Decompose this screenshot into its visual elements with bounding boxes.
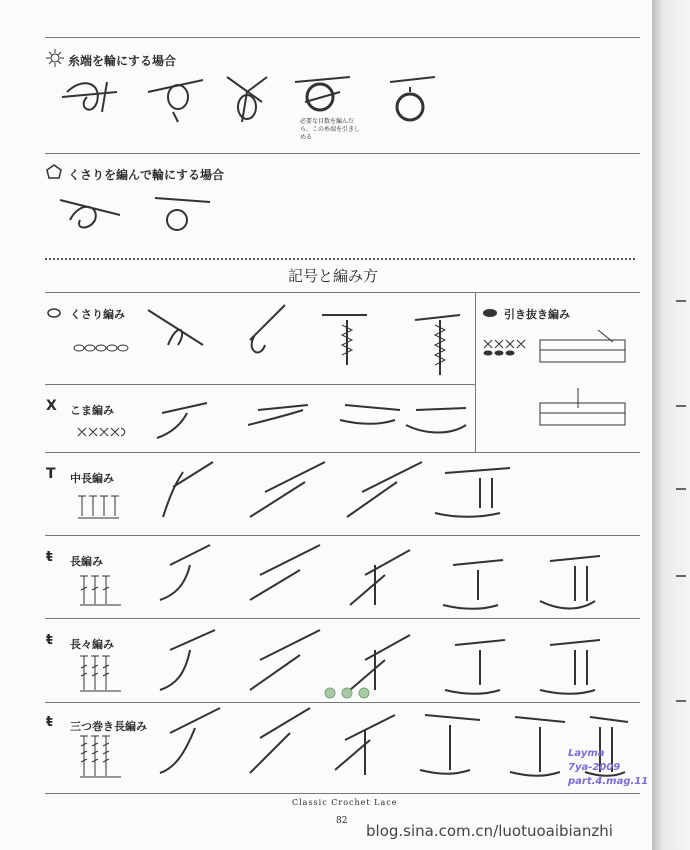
treble-symbol: ŧ <box>46 632 53 648</box>
hand-loop-illustration <box>222 72 282 127</box>
rule <box>45 292 640 293</box>
chain-step-illustration <box>322 305 372 370</box>
hand-loop-illustration <box>385 72 445 132</box>
treble-step <box>245 630 325 700</box>
half-double-step <box>342 462 427 527</box>
single-crochet-step <box>248 400 313 435</box>
stitch-name: 三つ巻き長編み <box>70 720 147 733</box>
spine-mark <box>676 405 686 407</box>
spine-mark <box>676 575 686 577</box>
chain-step-illustration <box>148 305 208 360</box>
single-crochet-step <box>340 400 405 435</box>
rule <box>45 384 475 385</box>
half-double-step <box>430 468 515 523</box>
half-double-symbol: T <box>46 466 56 482</box>
spine-mark <box>676 700 686 702</box>
stitch-name: 長々編み <box>70 638 114 651</box>
double-step <box>345 545 415 615</box>
triple-treble-step <box>505 712 570 782</box>
chain-step-illustration <box>415 305 465 380</box>
single-crochet-step <box>406 400 471 440</box>
chain-ring-icon <box>46 164 62 180</box>
triple-treble-step <box>155 708 225 778</box>
hand-loop-illustration <box>295 72 355 117</box>
triple-treble-step <box>415 710 485 780</box>
page-number: 82 <box>336 816 348 826</box>
double-step <box>245 545 325 610</box>
stitch-name: くさり編み <box>70 308 125 321</box>
triple-treble-step <box>245 708 315 778</box>
single-crochet-diagram <box>76 426 126 438</box>
rule <box>45 535 640 536</box>
double-step <box>155 545 215 610</box>
rule <box>45 153 640 154</box>
double-step <box>535 556 605 616</box>
chain-ring-illustration <box>155 190 215 240</box>
half-double-step <box>245 462 330 522</box>
book-spine <box>652 0 690 850</box>
book-title-footer: Classic Crochet Lace <box>292 798 398 807</box>
hand-loop-illustration <box>148 72 208 122</box>
triple-treble-step <box>330 710 400 780</box>
spine-mark <box>676 488 686 490</box>
rule <box>45 793 640 794</box>
rule <box>45 452 640 453</box>
chain-step-illustration <box>240 305 290 360</box>
ring-star-icon <box>46 49 64 67</box>
rule <box>475 292 476 452</box>
double-diagram <box>78 574 123 608</box>
treble-diagram <box>78 654 123 694</box>
stitch-name: 長編み <box>70 555 103 568</box>
section-title-chain-ring: くさりを編んで輪にする場合 <box>68 168 225 182</box>
rule <box>45 618 640 619</box>
slip-step-illustration <box>538 330 628 365</box>
chain-diagram <box>73 343 133 353</box>
stitch-name: 引き抜き編み <box>504 308 570 321</box>
single-crochet-step <box>152 398 212 443</box>
half-double-diagram <box>76 494 121 522</box>
section-title-magic-ring: 糸端を輪にする場合 <box>68 54 177 68</box>
treble-step <box>535 640 605 700</box>
tighten-note: 必要な目数を編んだら、この糸端を引きしめる <box>300 118 361 141</box>
stitch-name: 中長編み <box>70 472 114 485</box>
dotted-divider <box>45 258 635 260</box>
signature-line: part.4.mag.11 <box>568 776 649 787</box>
half-double-step <box>158 462 218 522</box>
chain-symbol-icon <box>46 308 62 318</box>
rule <box>45 702 640 703</box>
signature-line: Layma <box>568 748 605 759</box>
slip-symbol-icon <box>482 309 498 317</box>
double-step <box>438 560 508 615</box>
bead-decoration <box>322 686 372 700</box>
slip-diagram <box>482 338 527 356</box>
rule <box>45 37 640 38</box>
treble-step <box>155 630 220 700</box>
treble-step <box>440 640 510 700</box>
blog-watermark: blog.sina.com.cn/luotuoaibianzhi <box>366 822 613 840</box>
signature-line: 7ya-2009 <box>568 762 621 773</box>
stitch-name: こま編み <box>70 404 114 417</box>
triple-treble-diagram <box>78 734 123 780</box>
triple-treble-symbol: ŧ <box>46 714 53 730</box>
slip-step-illustration <box>538 388 628 428</box>
single-crochet-symbol: X <box>46 398 57 414</box>
chain-ring-illustration <box>60 190 125 235</box>
hand-loop-illustration <box>62 72 122 122</box>
main-title: 記号と編み方 <box>288 267 379 285</box>
spine-mark <box>676 300 686 302</box>
double-symbol: ŧ <box>46 549 53 565</box>
